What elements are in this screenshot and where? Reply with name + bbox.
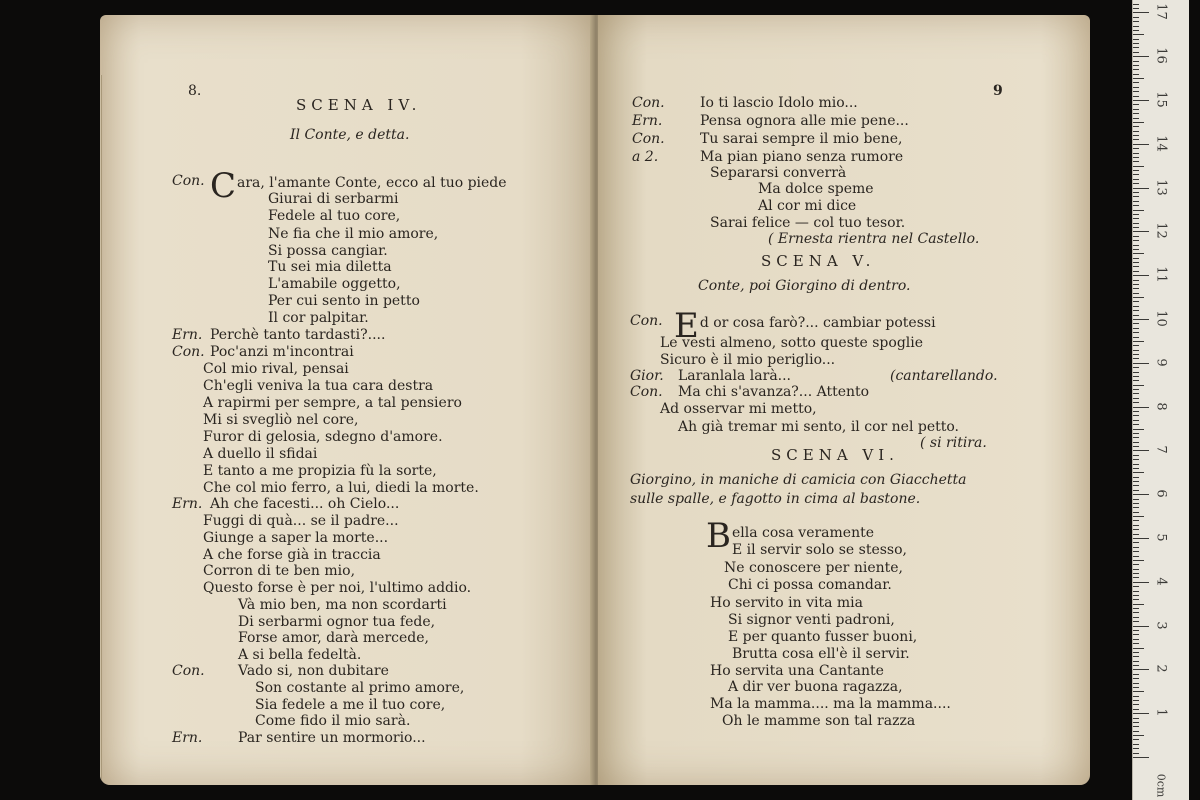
- ruler-tick: [1133, 547, 1139, 548]
- ruler-tick: [1133, 437, 1139, 438]
- verse-line: Separarsi converrà: [710, 165, 847, 181]
- verse-line: Laranlala larà...: [678, 368, 792, 384]
- speaker-label: Ern.: [172, 496, 203, 512]
- verse-line: A dir ver buona ragazza,: [728, 679, 903, 695]
- verse-line: Tu sarai sempre il mio bene,: [700, 131, 903, 147]
- ruler-tick: [1133, 196, 1139, 197]
- ruler-tick: [1133, 617, 1139, 618]
- ruler-tick: [1133, 442, 1139, 443]
- ruler-label: 8: [1153, 401, 1169, 411]
- verse-line: Ma chi s'avanza?... Attento: [678, 384, 870, 400]
- page-number-right: 9: [993, 83, 1003, 99]
- ruler-tick: [1133, 433, 1139, 434]
- verse-line: A che forse già in traccia: [203, 547, 381, 563]
- ruler-tick: [1133, 310, 1139, 311]
- verse-line: Ne conoscere per niente,: [724, 560, 903, 576]
- page-edges: [100, 75, 102, 785]
- ruler-tick: [1133, 639, 1139, 640]
- ruler-tick: [1133, 665, 1139, 666]
- verse-line-rest: ara, l'amante Conte, ecco al tuo piede: [237, 175, 507, 191]
- ruler-tick: [1133, 744, 1139, 745]
- ruler-tick: [1133, 39, 1139, 40]
- ruler-tick: [1133, 520, 1139, 521]
- verse-line: Ma dolce speme: [758, 181, 874, 197]
- verse-line: Tu sei mia diletta: [268, 259, 392, 275]
- ruler-tick: [1133, 21, 1139, 22]
- ruler-label: 15: [1153, 91, 1169, 108]
- ruler-tick: [1133, 240, 1139, 241]
- ruler-tick: [1133, 183, 1139, 184]
- ruler-tick: [1133, 380, 1139, 381]
- ruler-tick: [1133, 735, 1144, 736]
- ruler-tick: [1133, 595, 1139, 596]
- verse-line: ( si ritira.: [920, 435, 987, 451]
- ruler-label: 5: [1153, 533, 1169, 542]
- verse-line: Sicuro è il mio periglio...: [660, 352, 836, 368]
- ruler-tick: [1133, 192, 1139, 193]
- ruler-tick: [1133, 131, 1139, 132]
- ruler-tick: [1133, 218, 1139, 219]
- verse-line: Ho servito in vita mia: [710, 595, 863, 611]
- ruler-tick: [1133, 358, 1139, 359]
- speaker-label: Ern.: [172, 327, 203, 343]
- ruler-unit: 0cm: [1154, 773, 1168, 798]
- drop-cap: C: [210, 166, 237, 206]
- ruler-tick: [1133, 367, 1139, 368]
- ruler-label: 13: [1153, 178, 1169, 196]
- ruler-tick: [1133, 464, 1139, 465]
- ruler-label: 2: [1153, 664, 1169, 674]
- ruler-label: 6: [1153, 489, 1169, 498]
- ruler-tick: [1133, 446, 1139, 447]
- ruler-label: 16: [1153, 47, 1169, 64]
- ruler-tick: [1133, 577, 1139, 578]
- verse-line: Forse amor, darà mercede,: [238, 630, 429, 646]
- speaker-label: Ern.: [632, 113, 663, 129]
- open-book: [100, 15, 1090, 785]
- ruler-tick: [1133, 293, 1139, 294]
- ruler-tick: [1133, 280, 1139, 281]
- ruler-tick: [1133, 118, 1139, 119]
- ruler-label: 12: [1153, 222, 1169, 240]
- ruler-tick: [1133, 472, 1144, 473]
- verse-line: Ma pian piano senza rumore: [700, 149, 904, 165]
- ruler-tick: [1133, 485, 1139, 486]
- ruler-tick: [1133, 586, 1139, 587]
- ruler-tick: [1133, 604, 1144, 605]
- ruler-tick: [1133, 301, 1139, 302]
- ruler-tick: [1133, 205, 1139, 206]
- measuring-ruler: [1132, 0, 1189, 800]
- ruler-tick: [1133, 551, 1139, 552]
- verse-line: Si possa cangiar.: [268, 243, 388, 259]
- ruler-tick: [1133, 47, 1139, 48]
- speaker-label: Con.: [630, 384, 663, 400]
- verse-line: A duello il sfidai: [203, 446, 318, 462]
- ruler-tick: [1133, 630, 1139, 631]
- scene6-subtitle-1: Giorgino, in maniche di camicia con Giacchetta: [630, 472, 967, 488]
- ruler-tick: [1133, 65, 1139, 66]
- ruler-tick: [1133, 109, 1139, 110]
- ruler-tick: [1133, 306, 1139, 307]
- ruler-tick: [1133, 354, 1139, 355]
- verse-line: Ch'egli veniva la tua cara destra: [203, 378, 434, 394]
- speaker-label: Ern.: [172, 730, 203, 746]
- ruler-tick: [1133, 201, 1139, 202]
- ruler-tick: [1133, 674, 1139, 675]
- scene5-subtitle: Conte, poi Giorgino di dentro.: [698, 278, 911, 294]
- ruler-tick: [1133, 345, 1139, 346]
- verse-line: Io ti lascio Idolo mio...: [700, 95, 858, 111]
- verse-line: Perchè tanto tardasti?....: [210, 327, 386, 343]
- ruler-tick: [1133, 415, 1139, 416]
- ruler-tick: [1133, 214, 1139, 215]
- speaker-label: Con.: [630, 313, 663, 329]
- speaker-label: Gior.: [630, 368, 664, 384]
- ruler-tick: [1133, 153, 1139, 154]
- ruler-tick: [1133, 4, 1139, 5]
- ruler-tick: [1133, 757, 1149, 758]
- ruler-tick: [1133, 236, 1139, 237]
- ruler-tick: [1133, 569, 1139, 570]
- ruler-tick: [1133, 490, 1139, 491]
- ruler-tick: [1133, 529, 1139, 530]
- verse-line: Il cor palpitar.: [268, 310, 369, 326]
- ruler-tick: [1133, 678, 1139, 679]
- verse-line: Per cui sento in petto: [268, 293, 420, 309]
- verse-line: Ah già tremar mi sento, il cor nel petto.: [678, 419, 960, 435]
- ruler-tick: [1133, 328, 1139, 329]
- right-page: [598, 15, 1090, 785]
- speaker-label: a 2.: [632, 149, 659, 165]
- verse-line: Chi ci possa comandar.: [728, 577, 892, 593]
- scene5-title: SCENA V.: [761, 252, 876, 270]
- verse-line: ( Ernesta rientra nel Castello.: [768, 231, 980, 247]
- ruler-tick: [1133, 341, 1144, 342]
- ruler-tick: [1133, 525, 1139, 526]
- ruler-tick: [1133, 709, 1139, 710]
- ruler-tick: [1133, 748, 1139, 749]
- verse-line: E il servir solo se stesso,: [732, 542, 907, 558]
- ruler-tick: [1133, 704, 1139, 705]
- ruler-tick: [1133, 34, 1144, 35]
- ruler-tick: [1133, 262, 1139, 263]
- ruler-label: 1: [1153, 708, 1169, 717]
- ruler-label: 7: [1153, 445, 1169, 455]
- ruler-tick: [1133, 43, 1139, 44]
- ruler-tick: [1133, 420, 1139, 421]
- ruler-tick: [1133, 297, 1144, 298]
- ruler-tick: [1133, 315, 1139, 316]
- verse-line: Sia fedele a me il tuo core,: [255, 697, 446, 713]
- ruler-label: 3: [1153, 620, 1169, 630]
- left-page: [100, 15, 595, 785]
- ruler-tick: [1133, 350, 1139, 351]
- ruler-tick: [1133, 591, 1139, 592]
- ruler-tick: [1133, 271, 1139, 272]
- ruler-tick: [1133, 227, 1139, 228]
- ruler-tick: [1133, 166, 1144, 167]
- verse-line-rest: ella cosa veramente: [732, 525, 875, 541]
- verse-line: Ho servita una Cantante: [710, 663, 884, 679]
- ruler-tick: [1133, 477, 1139, 478]
- ruler-tick: [1133, 8, 1139, 9]
- ruler-tick: [1133, 91, 1139, 92]
- ruler-tick: [1133, 170, 1139, 171]
- ruler-tick: [1133, 188, 1149, 189]
- ruler-tick: [1133, 82, 1139, 83]
- ruler-tick: [1133, 398, 1139, 399]
- ruler-tick: [1133, 249, 1139, 250]
- verse-line: Giurai di serbarmi: [268, 191, 399, 207]
- ruler-tick: [1133, 337, 1139, 338]
- ruler-tick: [1133, 144, 1149, 145]
- ruler-tick: [1133, 210, 1144, 211]
- ruler-tick: [1133, 507, 1139, 508]
- ruler-tick: [1133, 599, 1139, 600]
- verse-line: Par sentire un mormorio...: [238, 730, 426, 746]
- ruler-tick: [1133, 542, 1139, 543]
- verse-line: Al cor mi dice: [758, 198, 857, 214]
- verse-line: Ne fia che il mio amore,: [268, 226, 439, 242]
- verse-line: A si bella fedeltà.: [238, 647, 362, 663]
- ruler-tick: [1133, 696, 1139, 697]
- ruler-tick: [1133, 245, 1139, 246]
- ruler-tick: [1133, 564, 1139, 565]
- ruler-label: 11: [1153, 266, 1169, 283]
- scene6-subtitle-2: sulle spalle, e fagotto in cima al bastone.: [630, 491, 921, 507]
- verse-line: Fedele al tuo core,: [268, 208, 401, 224]
- speaker-label: Con.: [632, 95, 665, 111]
- ruler-tick: [1133, 376, 1139, 377]
- speaker-label: Con.: [172, 344, 205, 360]
- verse-line: Ah che facesti... oh Cielo...: [210, 496, 400, 512]
- drop-cap: B: [706, 516, 731, 556]
- ruler-tick: [1133, 700, 1139, 701]
- verse-line: Di serbarmi ognor tua fede,: [238, 614, 436, 630]
- ruler-tick: [1133, 560, 1144, 561]
- ruler-tick: [1133, 253, 1144, 254]
- ruler-tick: [1133, 258, 1139, 259]
- ruler-tick: [1133, 323, 1139, 324]
- ruler-tick: [1133, 148, 1139, 149]
- ruler-tick: [1133, 56, 1149, 57]
- ruler-tick: [1133, 691, 1144, 692]
- verse-line: Come fido il mio sarà.: [255, 713, 411, 729]
- ruler-tick: [1133, 275, 1149, 276]
- verse-line: Pensa ognora alle mie pene...: [700, 113, 909, 129]
- ruler-tick: [1133, 69, 1139, 70]
- ruler-tick: [1133, 78, 1144, 79]
- verse-line: Corron di te ben mio,: [203, 563, 356, 579]
- ruler-tick: [1133, 429, 1144, 430]
- verse-line: Si signor venti padroni,: [728, 612, 895, 628]
- ruler-tick: [1133, 626, 1149, 627]
- scene-subtitle: Il Conte, e detta.: [290, 127, 410, 143]
- ruler-label: 17: [1153, 3, 1169, 21]
- verse-line: E tanto a me propizia fù la sorte,: [203, 463, 437, 479]
- ruler-tick: [1133, 573, 1139, 574]
- ruler-tick: [1133, 61, 1139, 62]
- ruler-tick: [1133, 161, 1139, 162]
- ruler-tick: [1133, 656, 1139, 657]
- ruler-tick: [1133, 17, 1139, 18]
- ruler-tick: [1133, 722, 1139, 723]
- ruler-tick: [1133, 718, 1139, 719]
- verse-line: Che col mio ferro, a lui, diedi la morte.: [203, 480, 479, 496]
- ruler-tick: [1133, 731, 1139, 732]
- ruler-tick: [1133, 481, 1139, 482]
- ruler-tick: [1133, 87, 1139, 88]
- ruler-tick: [1133, 104, 1139, 105]
- ruler-tick: [1133, 139, 1139, 140]
- verse-line: Son costante al primo amore,: [255, 680, 465, 696]
- ruler-tick: [1133, 407, 1149, 408]
- ruler-tick: [1133, 174, 1139, 175]
- ruler-tick: [1133, 389, 1139, 390]
- ruler-tick: [1133, 661, 1139, 662]
- ruler-tick: [1133, 608, 1139, 609]
- ruler-tick: [1133, 516, 1144, 517]
- ruler-tick: [1133, 534, 1139, 535]
- ruler-tick: [1133, 26, 1139, 27]
- ruler-tick: [1133, 96, 1139, 97]
- ruler-tick: [1133, 135, 1139, 136]
- verse-line: (cantarellando.: [890, 368, 998, 384]
- scene-title: SCENA IV.: [296, 96, 422, 114]
- ruler-tick: [1133, 753, 1139, 754]
- verse-line: Vado si, non dubitare: [238, 663, 389, 679]
- verse-line: L'amabile oggetto,: [268, 276, 401, 292]
- ruler-tick: [1133, 288, 1139, 289]
- ruler-tick: [1133, 385, 1144, 386]
- verse-line: Questo forse è per noi, l'ultimo addio.: [203, 580, 472, 596]
- ruler-tick: [1133, 179, 1139, 180]
- ruler-tick: [1133, 455, 1139, 456]
- ruler-tick: [1133, 621, 1139, 622]
- drop-cap: E: [674, 306, 699, 346]
- ruler-tick: [1133, 52, 1139, 53]
- speaker-label: Con.: [172, 173, 205, 189]
- ruler-tick: [1133, 74, 1139, 75]
- ruler-tick: [1133, 512, 1139, 513]
- ruler-tick: [1133, 726, 1139, 727]
- verse-line: Và mio ben, ma non scordarti: [238, 597, 447, 613]
- ruler-tick: [1133, 30, 1139, 31]
- ruler-tick: [1133, 503, 1139, 504]
- ruler-tick: [1133, 266, 1139, 267]
- ruler-tick: [1133, 687, 1139, 688]
- verse-line: Oh le mamme son tal razza: [722, 713, 916, 729]
- ruler-label: 14: [1153, 135, 1169, 152]
- verse-line: Giunge a saper la morte...: [203, 530, 389, 546]
- ruler-tick: [1133, 411, 1139, 412]
- ruler-tick: [1133, 284, 1139, 285]
- verse-line: Ma la mamma.... ma la mamma....: [710, 696, 951, 712]
- ruler-tick: [1133, 223, 1139, 224]
- verse-line: Ad osservar mi metto,: [660, 401, 817, 417]
- ruler-label: 9: [1153, 358, 1169, 367]
- verse-line: Sarai felice — col tuo tesor.: [710, 215, 906, 231]
- ruler-tick: [1133, 459, 1139, 460]
- ruler-tick: [1133, 683, 1139, 684]
- speaker-label: Con.: [632, 131, 665, 147]
- ruler-tick: [1133, 582, 1149, 583]
- ruler-tick: [1133, 612, 1139, 613]
- ruler-tick: [1133, 739, 1139, 740]
- ruler-tick: [1133, 319, 1149, 320]
- ruler-tick: [1133, 372, 1139, 373]
- ruler-tick: [1133, 468, 1139, 469]
- speaker-label: Con.: [172, 663, 205, 679]
- verse-line: Col mio rival, pensai: [203, 361, 349, 377]
- ruler-tick: [1133, 100, 1149, 101]
- ruler-tick: [1133, 494, 1149, 495]
- verse-line: Furor di gelosia, sdegno d'amore.: [203, 429, 443, 445]
- ruler-tick: [1133, 556, 1139, 557]
- ruler-tick: [1133, 499, 1139, 500]
- ruler-tick: [1133, 643, 1139, 644]
- ruler-tick: [1133, 332, 1139, 333]
- ruler-tick: [1133, 713, 1149, 714]
- ruler-tick: [1133, 393, 1139, 394]
- ruler-label: 4: [1153, 577, 1169, 586]
- ruler-tick: [1133, 634, 1139, 635]
- ruler-tick: [1133, 157, 1139, 158]
- ruler-tick: [1133, 648, 1144, 649]
- ruler-tick: [1133, 363, 1149, 364]
- verse-line: E per quanto fusser buoni,: [728, 629, 918, 645]
- ruler-tick: [1133, 231, 1149, 232]
- ruler-tick: [1133, 12, 1149, 13]
- verse-line: A rapirmi per sempre, a tal pensiero: [203, 395, 462, 411]
- ruler-tick: [1133, 652, 1139, 653]
- ruler-tick: [1133, 126, 1139, 127]
- verse-line: Le vesti almeno, sotto queste spoglie: [660, 335, 924, 351]
- ruler-tick: [1133, 424, 1139, 425]
- ruler-tick: [1133, 450, 1149, 451]
- verse-line: Fuggi di quà... se il padre...: [203, 513, 399, 529]
- verse-line: Poc'anzi m'incontrai: [210, 344, 354, 360]
- ruler-tick: [1133, 122, 1144, 123]
- ruler-tick: [1133, 669, 1149, 670]
- ruler-label: 10: [1153, 310, 1169, 327]
- verse-line: Brutta cosa ell'è il servir.: [732, 646, 910, 662]
- verse-line: Mi si svegliò nel core,: [203, 412, 359, 428]
- verse-line-rest: d or cosa farò?... cambiar potessi: [699, 315, 936, 331]
- ruler-tick: [1133, 402, 1139, 403]
- page-number-left: 8.: [188, 83, 202, 99]
- ruler-tick: [1133, 538, 1149, 539]
- scene6-title: SCENA VI.: [771, 446, 899, 464]
- ruler-tick: [1133, 113, 1139, 114]
